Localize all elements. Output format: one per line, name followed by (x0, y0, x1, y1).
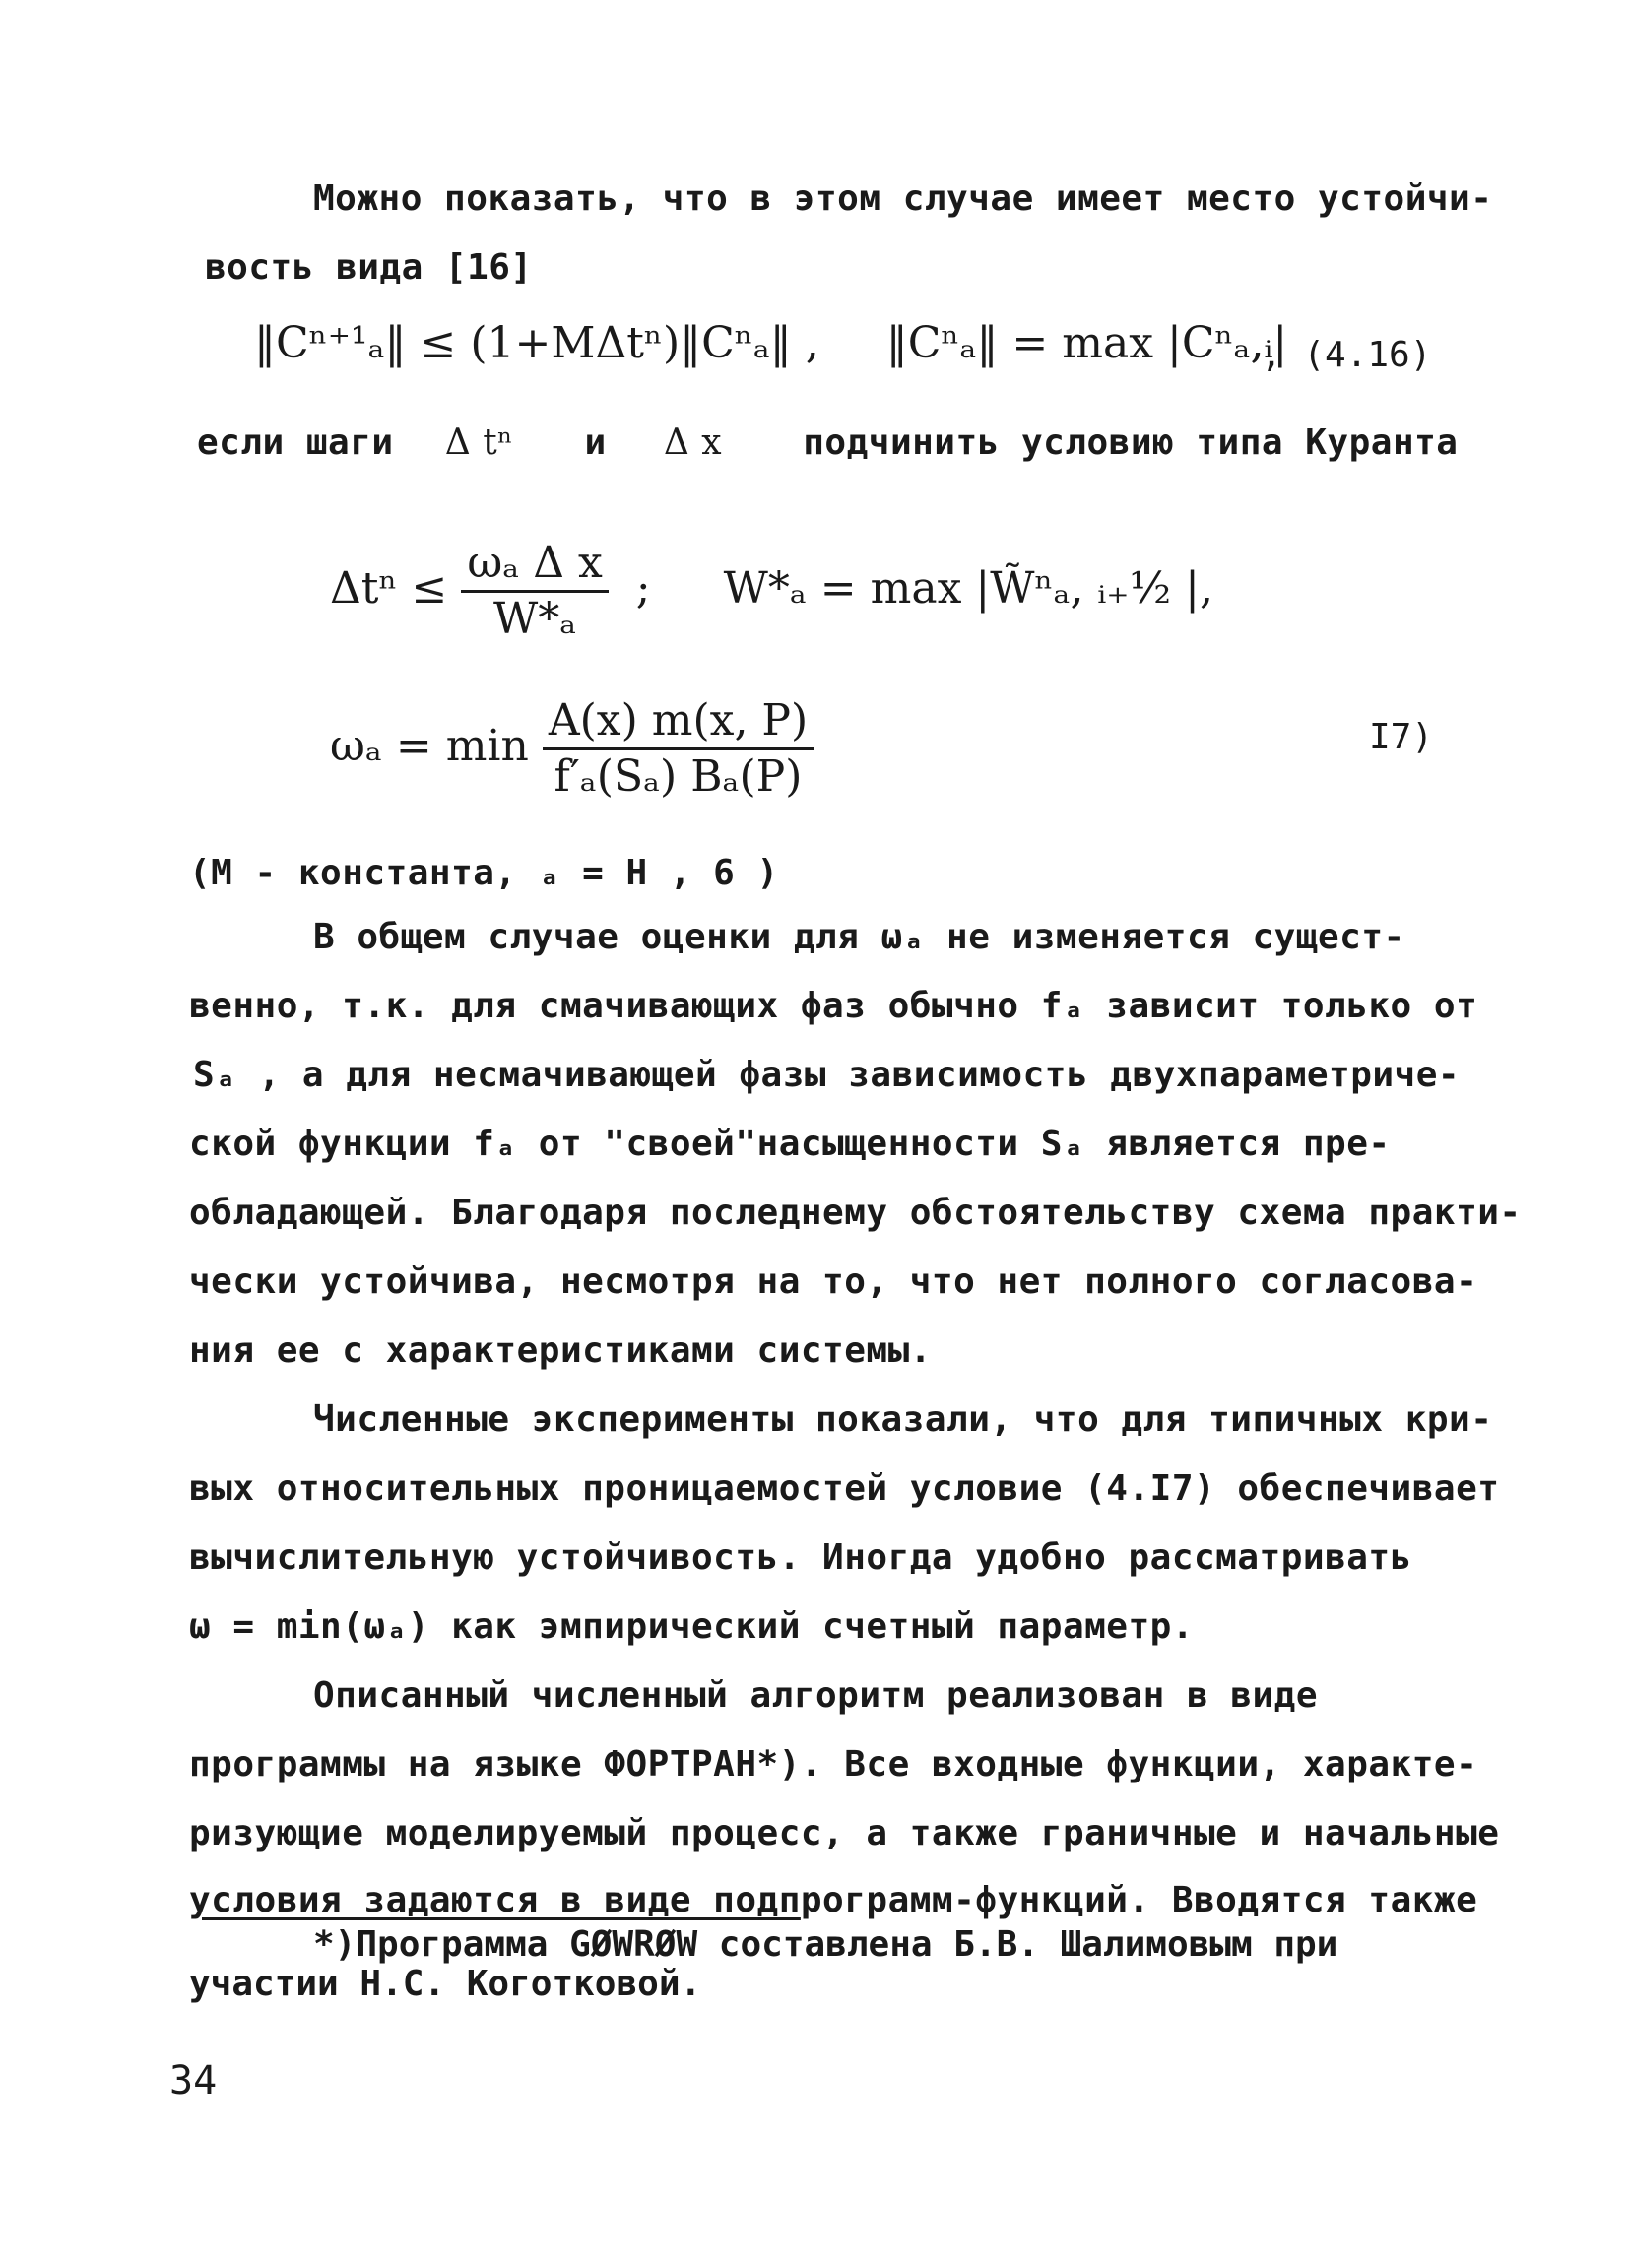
paragraph4-line2: программы на языке ФОРТРАН*). Все входные функции, характе- (189, 1744, 1478, 1784)
delta-x-term: Δ x (663, 422, 723, 463)
underlined-text: условия задаются в виде подп (189, 1880, 801, 1920)
paragraph4-line3: ризующие моделируемый процесс, а также граничные и начальные (189, 1813, 1500, 1853)
paragraph4-line1: Описанный численный алгоритм реализован в виде (313, 1675, 1318, 1716)
courant-numerator: ωₐ Δ x (461, 537, 608, 593)
formula-4-16 (254, 317, 1287, 370)
courant-fraction (461, 537, 608, 646)
paragraph2-line2: венно, т.к. для смачивающих фаз обычно fₐ зависит только от (189, 986, 1478, 1026)
paragraph1-line1: Можно показать, что в этом случае имеет место устойчи- (313, 178, 1493, 219)
omega-fraction (543, 694, 814, 804)
page-number: 34 (169, 2058, 218, 2104)
equation-number-4-17: I7) (1369, 717, 1434, 757)
condition-and: и (584, 422, 607, 463)
paragraph2-line7: ния ее с характеристиками системы. (189, 1330, 932, 1371)
footnote-line2: участии Н.С. Коготковой. (189, 1964, 702, 2004)
formula-omega (330, 694, 814, 804)
omega-lhs: ωₐ = min (330, 721, 529, 771)
paragraph2-line5: обладающей. Благодаря последнему обстоятельству схема практи- (189, 1193, 1522, 1233)
paragraph2-line3: Sₐ , а для несмачивающей фазы зависимость двухпараметриче- (193, 1055, 1461, 1095)
formula-4-16-right: ‖Cⁿₐ‖ = max |Cⁿₐ,ᵢ| (885, 318, 1288, 368)
paragraph3-line3: вычислительную устойчивость. Иногда удобно рассматривать (189, 1537, 1412, 1578)
condition-line (197, 421, 1458, 465)
paragraph2-line1: В общем случае оценки для ωₐ не изменяется сущест- (313, 917, 1405, 957)
paragraph3-line4: ω = min(ωₐ) как эмпирический счетный параметр. (189, 1606, 1194, 1647)
delta-t-term: Δ tⁿ (444, 422, 514, 463)
omega-numerator: A(x) m(x, P) (543, 694, 814, 750)
courant-separator: ; (635, 563, 651, 614)
condition-prefix: если шаги (197, 422, 394, 463)
condition-suffix: подчинить условию типа Куранта (803, 422, 1459, 463)
formula-courant (330, 537, 1213, 646)
paragraph3-line2: вых относительных проницаемостей условие (4.I7) обеспечивает (189, 1468, 1500, 1509)
courant-lhs: Δtⁿ ≤ (330, 563, 448, 614)
courant-denominator: W*ₐ (492, 594, 577, 644)
parenthetical-note: (M - константа, ₐ = H , 6 ) (189, 853, 779, 893)
paragraph4-line4 (189, 1879, 1477, 1922)
paragraph3-line1: Численные эксперименты показали, что для типичных кри- (313, 1399, 1493, 1440)
paragraph2-line4: ской функции fₐ от "своей"насыщенности Sₐ является пре- (189, 1124, 1391, 1164)
paragraph4-line4-rest: рограмм-функций. Вводятся также (800, 1880, 1478, 1920)
courant-rhs: W*ₐ = max |W̃ⁿₐ, ᵢ₊½ |, (723, 563, 1213, 614)
omega-denominator: f′ₐ(Sₐ) Bₐ(P) (554, 751, 803, 802)
paragraph1-line2: вость вида [16] (205, 247, 533, 288)
equation-number-4-16: , (4.16) (1261, 335, 1432, 375)
formula-4-16-left: ‖Cⁿ⁺¹ₐ‖ ≤ (1+MΔtⁿ)‖Cⁿₐ‖ , (254, 318, 819, 368)
footnote-line1: *)Программа GØWRØW составлена Б.В. Шалимовым при (313, 1924, 1338, 1965)
paragraph2-line6: чески устойчива, несмотря на то, что нет полного согласова- (189, 1262, 1478, 1302)
